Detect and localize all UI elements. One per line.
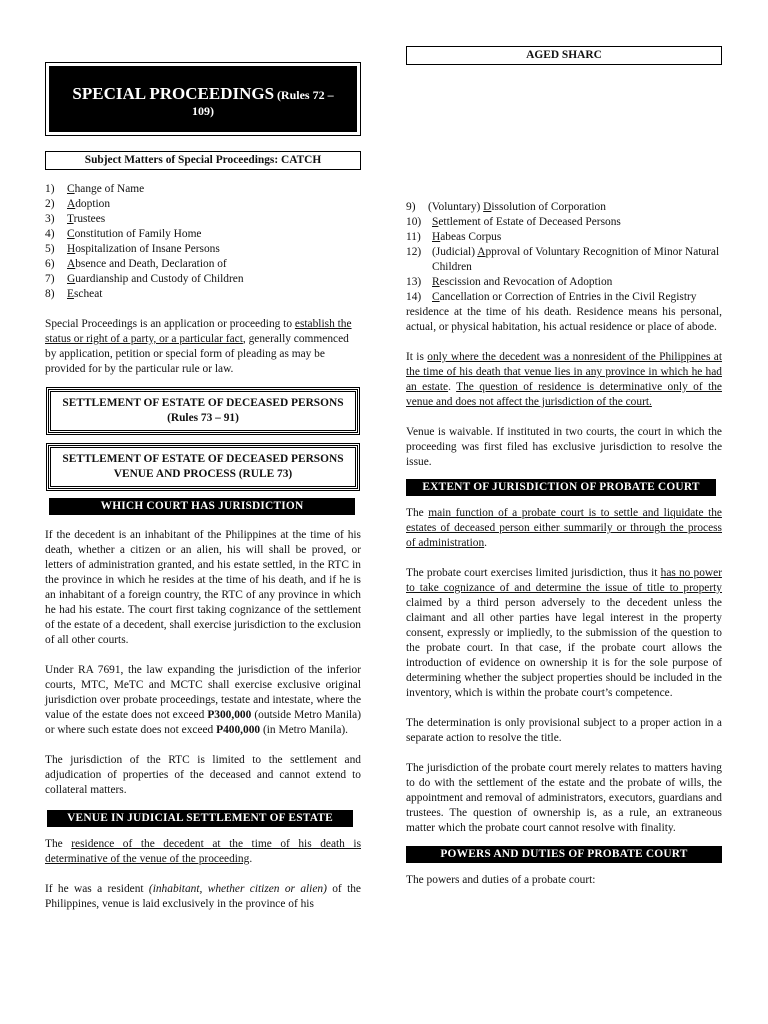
list-item [45, 257, 361, 272]
list-item [406, 215, 722, 230]
list-item-number: 7) [45, 273, 55, 285]
settlement-heading-box: SETTLEMENT OF ESTATE OF DECEASED PERSONS (Rules 73 – 91) [48, 389, 358, 433]
list-item-text: Hospitalization of Insane Persons [67, 243, 220, 255]
list-item [45, 272, 361, 287]
list-item [406, 230, 722, 245]
list-item [45, 197, 361, 212]
list-item-number: 14) [406, 291, 422, 303]
residence-paragraph: The residence of the decedent at the time of his death is determinative of the venue of the proceeding. [45, 838, 361, 865]
list-item-number: 6) [45, 258, 55, 270]
list-item-text: Constitution of Family Home [67, 228, 202, 240]
list-item [406, 200, 722, 215]
nonresident-paragraph: It is only where the decedent was a nonresident of the Philippines at the time of his death that venue lies in any province in which he had an estate. The question of residence is determinative only of the venue and does not affect the jurisdiction of the court. [406, 351, 722, 408]
subject-matters-list-cont [406, 200, 722, 305]
venue-section-heading: VENUE IN JUDICIAL SETTLEMENT OF ESTATE [47, 810, 353, 827]
list-item-text: Change of Name [67, 183, 145, 195]
jurisdiction-paragraph: If the decedent is an inhabitant of the Philippines at the time of his death, whether a citizen or an alien, his will shall be proved, or letters of administration granted, and his estate settled, in the RTC in the province in which he resides at the time of his death, and if he is an inhabitant of a foreign country, the RTC of any province in which he had his estate. The court first taking cognizance of the settlement of the estate of a decedent, shall exercise jurisdiction to the exclusion of all other courts. [45, 529, 361, 646]
right-column [406, 46, 722, 903]
main-function-paragraph: The main function of a probate court is to settle and liquidate the estates of deceased person either summarily or through the process of administration. [406, 507, 722, 549]
list-item-number: 3) [45, 213, 55, 225]
powers-section-heading: POWERS AND DUTIES OF PROBATE COURT [406, 846, 722, 863]
list-item-number: 8) [45, 288, 55, 300]
list-item-number: 11) [406, 231, 421, 243]
document-title-rules-cont: 109) [192, 104, 214, 118]
list-item-number: 2) [45, 198, 55, 210]
list-item [406, 290, 722, 305]
special-proceedings-definition: Special Proceedings is an application or proceeding to establish the status or right of a party, or a particular fact, generally commenced by application, petition or special form of pleading as may be provided for by the particular rule or law. [45, 318, 352, 375]
list-item-text: (Voluntary) Dissolution of Corporation [428, 201, 606, 213]
list-item-text: Guardianship and Custody of Children [67, 273, 244, 285]
list-item-number: 9) [406, 201, 416, 213]
probate-matters-paragraph: The jurisdiction of the probate court merely relates to matters having to do with the settlement of the estate and the probate of wills, the appointment and removal of administrators, executors, guardians and trustees. The question of ownership is, as a rule, an extraneous matter which the probate court cannot resolve with finality. [406, 762, 722, 834]
list-item-text: Escheat [67, 288, 103, 300]
list-item-text: Adoption [67, 198, 111, 210]
list-item-number: 12) [406, 246, 422, 258]
list-item-number: 4) [45, 228, 55, 240]
document-title-box [49, 66, 357, 132]
residence-definition-paragraph: residence at the time of his death. Residence means his personal, actual, or physical habitation, his actual residence or place of abode. [406, 306, 722, 333]
list-item [45, 287, 361, 302]
venue-waivable-paragraph: Venue is waivable. If instituted in two courts, the court in which the proceeding was first filed has exclusive jurisdiction to resolve the issue. [406, 426, 722, 468]
extent-section-heading: EXTENT OF JURISDICTION OF PROBATE COURT [406, 479, 716, 496]
jurisdiction-section-heading: WHICH COURT HAS JURISDICTION [49, 498, 355, 515]
list-item-number: 5) [45, 243, 55, 255]
resident-venue-paragraph: If he was a resident (inhabitant, whether citizen or alien) of the Philippines, venue is laid exclusively in the province of his [45, 883, 361, 910]
provisional-paragraph: The determination is only provisional subject to a proper action in a separate action to resolve the title. [406, 717, 722, 744]
list-item-text: Cancellation or Correction of Entries in the Civil Registry [432, 291, 697, 303]
ra-7691-paragraph: Under RA 7691, the law expanding the jurisdiction of the inferior courts, MTC, MeTC and MCTC shall exercise exclusive original jurisdiction over probate proceedings, testate and intestate, where the value of the estate does not exceed P300,000 (outside Metro Manila) or where such estate does not exceed P400,000 (in Metro Manila). [45, 664, 361, 736]
list-item [406, 275, 722, 290]
list-item-text: Trustees [67, 213, 106, 225]
list-item-text: Rescission and Revocation of Adoption [432, 276, 613, 288]
limited-jurisdiction-paragraph: The probate court exercises limited jurisdiction, thus it has no power to take cognizance of and determine the issue of title to property claimed by a third person adversely to the decedent unless the claimant and all other parties have legal interest in the property consent, expressly or impliedly, to the submission of the question to the probate court. In that case, if the probate court allows the introduction of evidence on ownership it is for the sole purpose of determining whether the subject properties should be included in the inventory, which is within the probate court’s competence. [406, 567, 722, 699]
subject-matters-list [45, 182, 361, 302]
list-item-text: (Judicial) Approval of Voluntary Recognition of Minor Natural Children [432, 246, 720, 273]
list-item [45, 227, 361, 242]
powers-paragraph: The powers and duties of a probate court: [406, 874, 596, 886]
document-title-rules: (Rules 72 – [276, 88, 334, 102]
list-item-number: 10) [406, 216, 422, 228]
list-item-text: Habeas Corpus [432, 231, 502, 243]
subject-matters-heading: Subject Matters of Special Proceedings: CATCH [45, 151, 361, 170]
list-item [45, 182, 361, 197]
list-item [406, 245, 722, 275]
document-title: SPECIAL PROCEEDINGS [72, 84, 275, 103]
list-item-text: Absence and Death, Declaration of [67, 258, 227, 270]
list-item-number: 1) [45, 183, 55, 195]
list-item [45, 242, 361, 257]
list-item-text: Settlement of Estate of Deceased Persons [432, 216, 621, 228]
aged-sharc-heading: AGED SHARC [406, 46, 722, 65]
venue-process-heading-box: SETTLEMENT OF ESTATE OF DECEASED PERSONS VENUE AND PROCESS (RULE 73) [48, 445, 358, 489]
list-item-number: 13) [406, 276, 422, 288]
rtc-limit-paragraph: The jurisdiction of the RTC is limited to the settlement and adjudication of properties of the deceased and cannot extend to collateral matters. [45, 754, 361, 796]
list-item [45, 212, 361, 227]
left-column [45, 62, 361, 927]
